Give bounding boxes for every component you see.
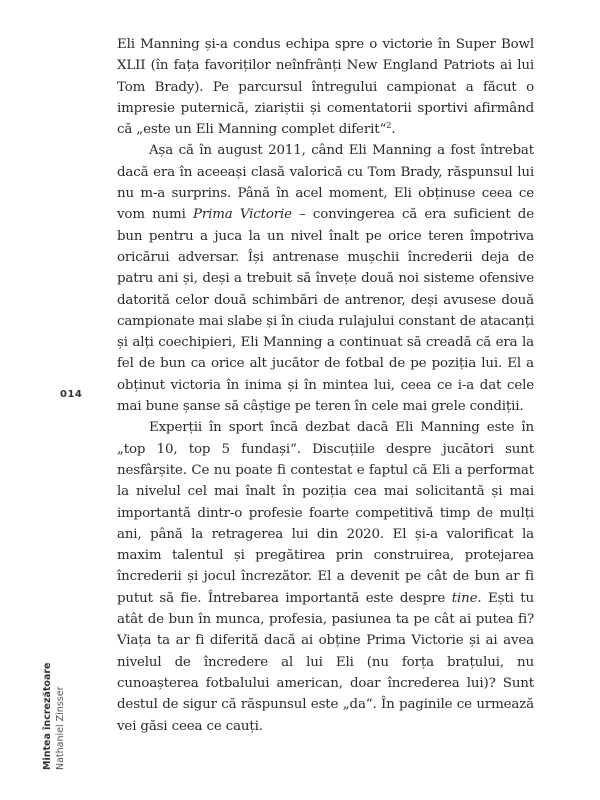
body-text: [117, 34, 534, 737]
paragraph-1: [117, 34, 534, 140]
running-footer: [41, 550, 81, 770]
paragraph-3: [117, 417, 534, 736]
book-title: Mintea încrezătoare: [42, 662, 53, 770]
paragraph-2-text: Așa că în august 2011, când Eli Manning a fost întrebat dacă era în aceeași clasă valorică cu Tom Brady, răspunsul lui nu m-a surprins. Până în acel moment, Eli obținuse ceea ce vom numi: [117, 143, 534, 223]
paragraph-2-emphasis: Prima Victorie: [192, 207, 292, 223]
footnote-ref[interactable]: 2: [386, 121, 392, 132]
paragraph-2: [117, 140, 534, 417]
page-number: 014: [60, 389, 83, 400]
paragraph-1-end: .: [391, 122, 396, 138]
paragraph-1-text: Eli Manning și-a condus echipa spre o victorie în Super Bowl XLII (în fața favoriților neînfrânți New England Patriots ai lui Tom Brady). Pe parcursul întregului campionat a făcut o impresie puternică, ziariștii și comentatorii sportivi afirmând că „este un Eli Manning complet diferit“: [117, 37, 534, 138]
paragraph-2-end: – convingerea că era suficient de bun pentru a juca la un nivel înalt pe orice teren împotriva oricărui adversar. Își antrenase mușchii încrederii deja de patru ani și, deși a trebuit să învețe două noi sisteme ofensive datorită celor două schimbări de antrenor, deși avusese două campionate mai slabe și în ciuda rulajului constant de atacanți și alți coechipieri, Eli Manning a continuat să creadă că era la fel de bun ca orice alt jucător de fotbal de pe poziția lui. El a obținut victoria în inima și în mintea lui, ceea ce i-a dat cele mai bune șanse să câștige pe teren în cele mai grele condiții.: [117, 207, 534, 415]
paragraph-3-end: . Ești tu atât de bun în munca, profesia, pasiunea ta pe cât ai putea fi? Viața ta ar fi diferită dacă ai obține Prima Victorie și ai avea nivelul de încredere al lui Eli (nu forța brațului, nu cunoașterea fotbalului american, doar încrederea lui)? Sunt destul de sigur că răspunsul este „da“. În paginile ce urmează vei găsi ceea ce cauți.: [117, 590, 534, 734]
paragraph-3-emphasis: tine: [451, 590, 478, 606]
author-name: Nathaniel Zinsser: [55, 686, 66, 770]
paragraph-3-text: Experții în sport încă dezbat dacă Eli Manning este în „top 10, top 5 fundași“. Discuțiile despre jucători sunt nesfârșite. Ce nu poate fi contestat e faptul că Eli a performat la nivelul cel mai înalt în poziția cea mai solicitantă și mai importantă dintr-o profesie foarte competitivă timp de mulți ani, până la retragerea lui din 2020. El și-a valorificat la maxim talentul și pregătirea prin construirea, protejarea încrederii și jocul încrezător. El a devenit pe cât de bun ar fi putut să fie. Întrebarea importantă este despre: [117, 420, 534, 606]
